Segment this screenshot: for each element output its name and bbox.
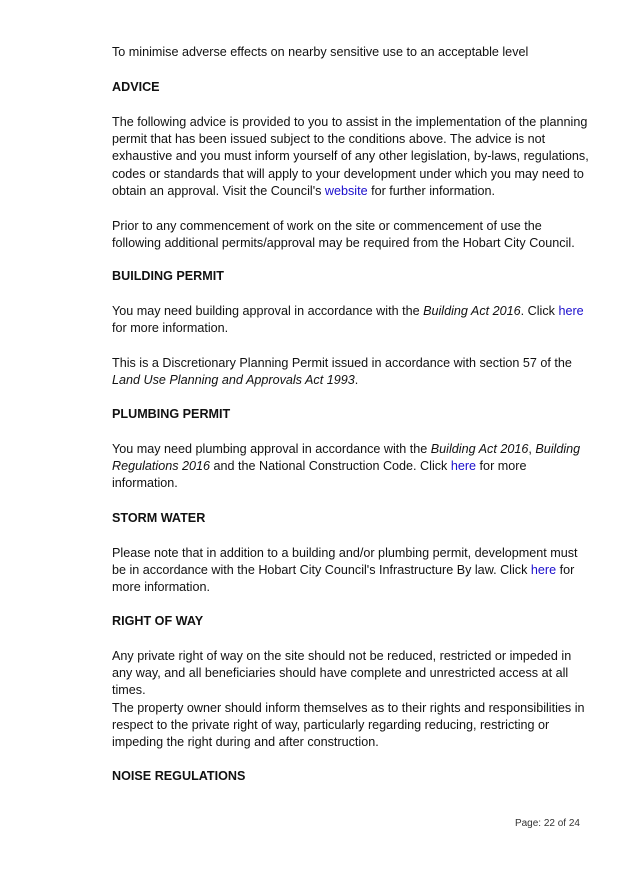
building-permit-heading: BUILDING PERMIT [112, 269, 224, 283]
page-number: Page: 22 of 24 [514, 818, 580, 829]
storm-text-1: Please note that in addition to a building and/or plumbing permit, development must be in accordance with the Hobart City Council's Infrastructure By law. Click [112, 546, 578, 578]
plumbing-text-4: for more information. [112, 459, 527, 491]
plumbing-permit-heading: PLUMBING PERMIT [112, 407, 231, 421]
plumbing-text-2: , [528, 442, 536, 456]
plumbing-text-1: You may need plumbing approval in accordance with the [112, 442, 431, 456]
plumbing-paragraph [112, 441, 590, 493]
building-text-2: . Click [520, 304, 559, 318]
storm-here-link[interactable]: here [530, 563, 557, 578]
right-of-way-heading: RIGHT OF WAY [112, 614, 204, 628]
building-act-title: Building Act 2016 [423, 304, 521, 318]
building-regulations-title: Building Regulations 2016 [112, 442, 581, 474]
advice-paragraph-1 [112, 114, 590, 200]
advice-paragraph-2: Prior to any commencement of work on the site or commencement of use the following additional permits/approval may be required from the Hobart City Council. [112, 219, 575, 251]
storm-text-2: for more information. [112, 563, 575, 595]
building-here-link[interactable]: here [558, 304, 584, 318]
intro-paragraph: To minimise adverse effects on nearby sensitive use to an acceptable level [112, 45, 529, 59]
website-link[interactable]: website [324, 183, 368, 198]
storm-water-heading: STORM WATER [112, 511, 206, 525]
plumbing-text-3: and the National Construction Code. Click [210, 459, 451, 474]
noise-regulations-heading: NOISE REGULATIONS [112, 769, 246, 783]
advice-heading: ADVICE [112, 80, 160, 94]
building-text-3: for more information. [112, 321, 229, 336]
building-paragraph-1 [112, 303, 590, 337]
discretionary-text-1: This is a Discretionary Planning Permit issued in accordance with section 57 of the [112, 356, 572, 370]
plumbing-building-act-title: Building Act 2016 [430, 442, 529, 456]
discretionary-text-2: . [354, 373, 359, 388]
storm-water-paragraph [112, 545, 590, 597]
advice-text-2: for further information. [367, 183, 495, 198]
lupa-act-title: Land Use Planning and Approvals Act 1993 [112, 373, 355, 388]
building-paragraph-2 [112, 355, 590, 389]
right-of-way-paragraph-2: The property owner should inform themselves as to their rights and responsibilities in respect to the private right of way, particularly regarding reducing, restricting or impeding the right during and after construction. [112, 701, 585, 750]
plumbing-here-link[interactable]: here [450, 459, 477, 474]
advice-text-1: The following advice is provided to you to assist in the implementation of the planning permit that has been issued subject to the conditions above. The advice is not exhaustive and you must inform yourself of any other legislation, by-laws, regulations, codes or standards that will apply to your development under which you may need to obtain an approval. Visit the Council's [112, 115, 589, 198]
right-of-way-paragraph-1: Any private right of way on the site should not be reduced, restricted or impeded in any way, and all beneficiaries should have complete and unrestricted access at all times. [112, 649, 572, 698]
building-text-1: You may need building approval in accordance with the [112, 304, 424, 318]
